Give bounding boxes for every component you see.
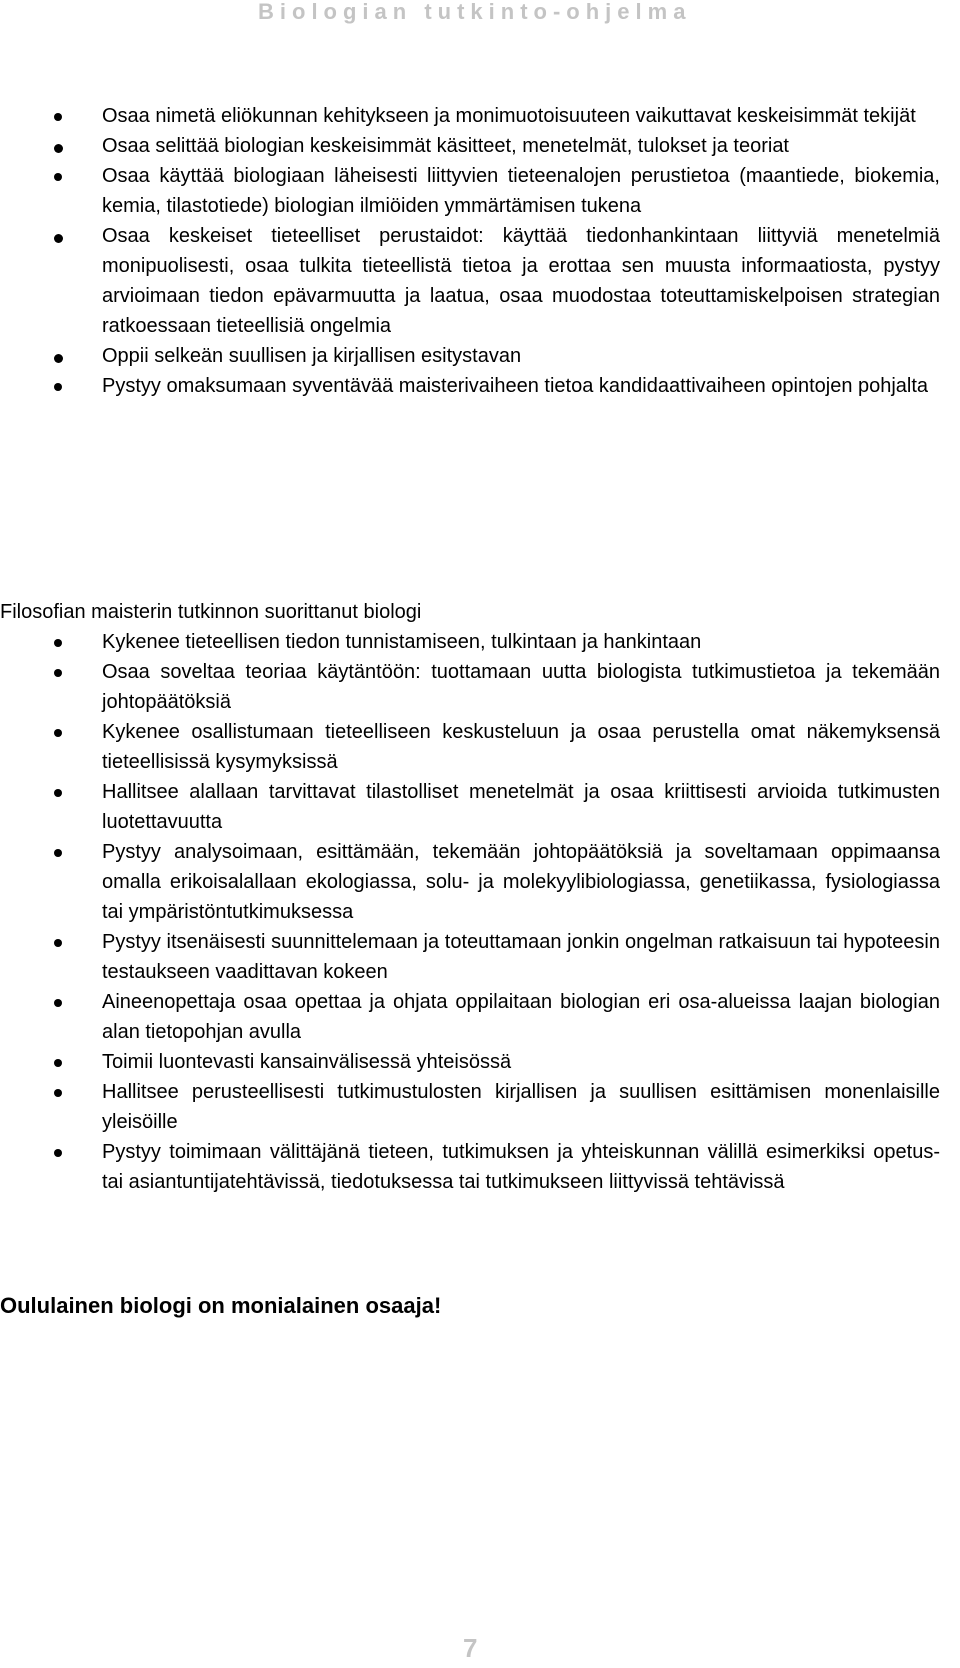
bullet-icon [54, 729, 62, 737]
list-item [0, 1137, 940, 1197]
list-item [0, 927, 940, 987]
bullet-icon [54, 669, 62, 677]
bullet-icon [54, 234, 63, 243]
list-item-text: Pystyy analysoimaan, esittämään, tekemään johtopäätöksiä ja soveltamaan oppimaansa omalla erikoisalallaan ekologiassa, solu- ja molekyylibiologiassa, genetiikassa, fysiologiassa tai ympäristöntutkimuksessa [102, 841, 940, 923]
master-outcomes-list [0, 627, 960, 1197]
list-item [0, 987, 940, 1047]
list-item [0, 777, 940, 837]
bullet-icon [54, 639, 62, 647]
running-header: Biologian tutkinto-ohjelma [258, 0, 692, 24]
bullet-icon [54, 354, 63, 363]
bullet-icon [54, 849, 62, 857]
bullet-icon [54, 173, 62, 181]
list-item-text: Osaa soveltaa teoriaa käytäntöön: tuottamaan uutta biologista tutkimustietoa ja tekemään johtopäätöksiä [102, 661, 940, 713]
learning-outcomes-list [0, 101, 960, 401]
list-item-text: Oppii selkeän suullisen ja kirjallisen esitystavan [102, 345, 522, 367]
list-item [0, 101, 940, 131]
bullet-icon [54, 1149, 62, 1157]
list-item-text: Hallitsee perusteellisesti tutkimustulosten kirjallisen ja suullisen esittämisen monenlaisille yleisöille [102, 1081, 940, 1133]
list-item [0, 221, 940, 341]
list-item-text: Pystyy toimimaan välittäjänä tieteen, tutkimuksen ja yhteiskunnan välillä esimerkiksi opetus- tai asiantuntijatehtävissä, tiedotuksessa tai tutkimukseen liittyvissä tehtävissä [102, 1141, 940, 1193]
bullet-icon [54, 113, 62, 121]
list-item [0, 1047, 940, 1077]
list-item [0, 131, 940, 161]
list-item-text: Toimii luontevasti kansainvälisessä yhteisössä [102, 1051, 512, 1073]
page-number: 7 [463, 1633, 478, 1663]
list-item-text: Hallitsee alallaan tarvittavat tilastolliset menetelmät ja osaa kriittisesti arvioida tutkimusten luotettavuutta [102, 781, 940, 833]
list-item-text: Pystyy omaksumaan syventävää maisterivaiheen tietoa kandidaattivaiheen opintojen pohjalta [102, 375, 929, 397]
bullet-icon [54, 789, 62, 797]
bullet-icon [54, 1089, 62, 1097]
bullet-icon [54, 939, 62, 947]
list-item [0, 161, 940, 221]
list-item [0, 627, 940, 657]
list-item-text: Osaa keskeiset tieteelliset perustaidot: käyttää tiedonhankintaan liittyviä menetelmiä monipuolisesti, osaa tulkita tieteellistä tietoa ja erottaa sen muusta informaatiosta, pystyy arvioimaan tiedon epävarmuutta ja laatua, osaa muodostaa toteuttamiskelpoisen strategian ratkoessaan tieteellisiä ongelmia [102, 225, 940, 337]
list-item [0, 657, 940, 717]
closing-statement: Oululainen biologi on monialainen osaaja! [0, 1293, 442, 1318]
list-item [0, 837, 940, 927]
list-item-text: Osaa selittää biologian keskeisimmät käsitteet, menetelmät, tulokset ja teoriat [102, 135, 789, 157]
section-heading: Filosofian maisterin tutkinnon suorittanut biologi [0, 601, 422, 623]
list-item-text: Kykenee tieteellisen tiedon tunnistamiseen, tulkintaan ja hankintaan [102, 631, 702, 653]
bullet-icon [54, 999, 62, 1007]
bullet-icon [54, 383, 62, 391]
list-item [0, 341, 940, 371]
bullet-icon [54, 144, 63, 153]
list-item [0, 1077, 940, 1137]
list-item-text: Aineenopettaja osaa opettaa ja ohjata oppilaitaan biologian eri osa-alueissa laajan biologian alan tietopohjan avulla [102, 991, 940, 1043]
list-item [0, 717, 940, 777]
bullet-icon [54, 1059, 62, 1067]
list-item [0, 371, 940, 401]
list-item-text: Pystyy itsenäisesti suunnittelemaan ja toteuttamaan jonkin ongelman ratkaisuun tai hypoteesin testaukseen vaadittavan kokeen [102, 931, 940, 983]
list-item-text: Kykenee osallistumaan tieteelliseen keskusteluun ja osaa perustella omat näkemyksensä tieteellisissä kysymyksissä [102, 721, 940, 773]
list-item-text: Osaa nimetä eliökunnan kehitykseen ja monimuotoisuuteen vaikuttavat keskeisimmät tekijät [102, 105, 916, 127]
list-item-text: Osaa käyttää biologiaan läheisesti liittyvien tieteenalojen perustietoa (maantiede, biokemia, kemia, tilastotiede) biologian ilmiöiden ymmärtämisen tukena [102, 165, 940, 217]
